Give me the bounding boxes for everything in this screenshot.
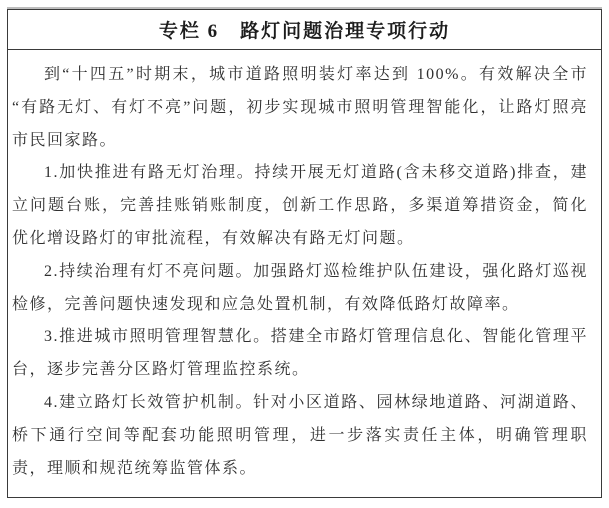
body-paragraph-item-2: 2.持续治理有灯不亮问题。加强路灯巡检维护队伍建设，强化路灯巡视检修，完善问题快速发现和应急处置机制，有效降低路灯故障率。 bbox=[12, 262, 588, 313]
body-paragraph-item-4: 4.建立路灯长效管护机制。针对小区道路、园林绿地道路、河湖道路、桥下通行空间等配套功能照明管理，进一步落实责任主体，明确管理职责，理顺和规范统筹监管体系。 bbox=[12, 393, 588, 477]
body-paragraph-intro: 到“十四五”时期末，城市道路照明装灯率达到 100%。有效解决全市“有路无灯、有灯不亮”问题，初步实现城市照明管理智能化，让路灯照亮市民回家路。 bbox=[12, 66, 588, 149]
panel-body bbox=[8, 50, 601, 485]
panel-title: 专栏 6 路灯问题治理专项行动 bbox=[158, 21, 451, 42]
document-panel bbox=[7, 9, 602, 498]
body-paragraph-item-1: 1.加快推进有路无灯治理。持续开展无灯道路(含未移交道路)排查，建立问题台账，完善挂账销账制度，创新工作思路，多渠道筹措资金，简化优化增设路灯的审批流程，有效解决有路无灯问题。 bbox=[12, 164, 588, 247]
panel-header bbox=[8, 10, 601, 50]
body-paragraph-item-3: 3.推进城市照明管理智慧化。搭建全市路灯管理信息化、智能化管理平台，逐步完善分区路灯管理监控系统。 bbox=[12, 328, 588, 379]
